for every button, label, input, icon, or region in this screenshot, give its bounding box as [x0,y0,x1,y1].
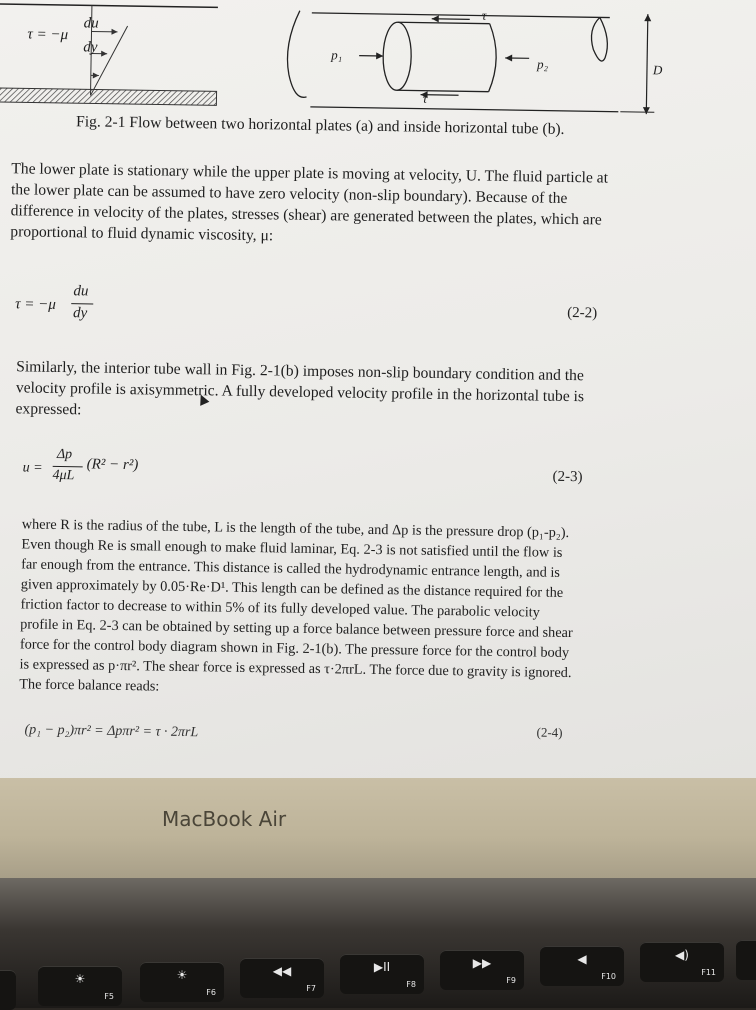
eq22-denominator: dy [73,305,87,322]
key-label: F5 [104,992,114,1001]
eq23-numerator: Δp [57,447,72,463]
paragraph-3-line: far enough from the entrance. This distance is called the hydrodynamic entrance length, and is [21,554,661,584]
control-body-bottom [397,90,489,91]
tau-bottom-label: τ [422,91,427,107]
mute-key[interactable] [540,946,624,986]
diameter-label: D [653,62,663,78]
figure-eq-dy: dy [83,39,97,56]
key-label: F9 [506,976,516,985]
paragraph-2-line: Similarly, the interior tube wall in Fig. 2-1(b) imposes non-slip boundary condition and the [16,356,676,387]
fast-forward-icon: ▶▶ [440,956,524,970]
volume-down-key[interactable] [640,942,724,982]
tube-right-cap [591,17,608,61]
tau-top-label: τ [482,8,487,24]
diameter-dimension [646,14,648,114]
eq22-lhs: τ = −μ [15,296,56,314]
control-body-right [489,24,497,92]
rewind-icon: ◀◀ [240,964,324,978]
eq23-rhs: (R² − r²) [87,456,139,474]
paragraph-1-line: proportional to fluid dynamic viscosity, μ: [10,221,690,253]
paragraph-3-line: The force balance reads: [19,674,659,704]
eq24-number: (2-4) [536,725,562,741]
key-label: F6 [206,988,216,997]
paragraph-1-line: the lower plate can be assumed to have zero velocity (non-slip boundary). Because of the [11,179,691,211]
tube-left-cap [287,11,308,98]
eq22-numerator: du [73,283,88,300]
control-body-top [398,22,490,23]
speaker-volume-icon: ◀) [640,948,724,962]
fast-forward-key[interactable] [440,950,524,990]
eq23-number: (2-3) [552,469,582,486]
figure-drawing [0,0,700,126]
tube-top-edge [312,13,610,18]
paragraph-2-line: expressed: [15,398,675,429]
laptop-bezel [0,778,756,878]
paragraph-2-line: velocity profile is axisymmetric. A fully developed velocity profile in the horizontal tube is [16,377,676,408]
play-pause-key[interactable] [340,954,424,994]
eq22-number: (2-2) [567,305,597,322]
paragraph-3-line: friction factor to decrease to within 5% of its fully developed value. The parabolic velocity [20,594,660,624]
play-pause-icon: ▶II [340,960,424,974]
p1-label: p₁ [331,47,342,63]
brightness-down-icon: ☀ [38,972,122,986]
rewind-key[interactable] [240,958,324,998]
key-label: F7 [306,984,316,993]
eq23-lhs: u = [23,460,43,476]
eq24-expression: (p₁ − p₂)πr² = Δpπr² = τ · 2πrL [24,722,198,741]
key-label: F10 [601,972,616,981]
tube-bottom-edge [310,107,618,112]
paragraph-3-line: profile in Eq. 2-3 can be obtained by setting up a force balance between pressure force and shear [20,614,660,644]
brightness-up-icon: ☀ [140,968,224,982]
paragraph-3-line: force for the control body diagram shown in Fig. 2-1(b). The pressure force for the control body [20,634,660,664]
control-body-left [383,22,412,90]
keyboard-deck [0,878,756,1008]
figure-eq-tau: τ = −μ [27,26,68,44]
velocity-profile-line [91,25,128,96]
paragraph-1-line: The lower plate is stationary while the upper plate is moving at velocity, U. The fluid particle at [11,158,691,190]
brightness-up-key[interactable] [140,962,224,1002]
paragraph-3-line: is expressed as p·πr². The shear force is expressed as τ·2πrL. The force due to gravity is ignored. [19,654,659,684]
laptop-brand-label: MacBook Air [162,807,286,831]
key-label: F11 [701,968,716,977]
brightness-down-key[interactable] [38,966,122,1006]
figure-caption: Fig. 2-1 Flow between two horizontal plates (a) and inside horizontal tube (b). [76,113,565,139]
paragraph-3-line: given approximately by 0.05·Re·D¹. This length can be defined as the distance required for the [21,574,661,604]
figure-2-1 [0,0,700,126]
p2-label: p₂ [537,56,548,72]
paragraph-3 [19,514,662,704]
function-key-edge[interactable] [0,970,16,1010]
paragraph-2 [15,356,676,429]
function-key-edge-right[interactable] [736,940,756,980]
figure-eq-du: du [84,15,99,32]
eq23-denominator: 4μL [52,468,74,484]
paragraph-3-line: Even though Re is small enough to make fluid laminar, Eq. 2-3 is not satisfied until the flow is [21,534,661,564]
lower-plate-hatched [0,88,217,105]
key-label: F8 [406,980,416,989]
paragraph-1 [10,158,691,253]
paragraph-3-line: where R is the radius of the tube, L is the length of the tube, and Δp is the pressure drop (p₁-p₂). [22,514,662,544]
speaker-mute-icon: ◀ [540,952,624,966]
upper-plate-line [0,4,218,7]
paragraph-1-line: difference in velocity of the plates, stresses (shear) are generated between the plates, which are [11,200,691,232]
